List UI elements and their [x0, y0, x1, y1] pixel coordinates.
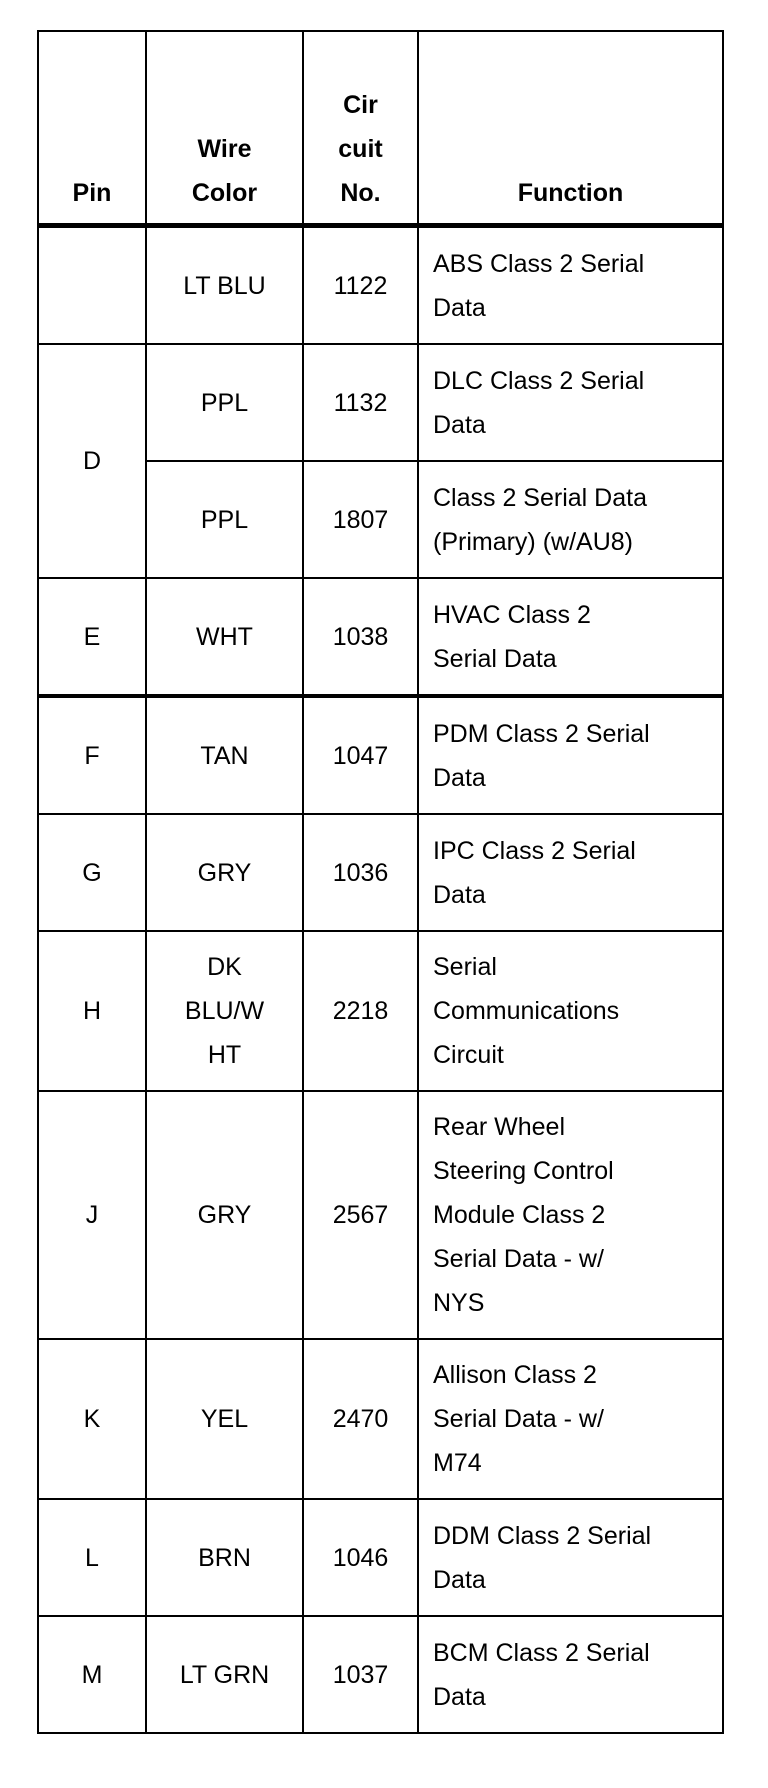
function-line: Module Class 2: [433, 1201, 606, 1229]
function-line: DLC Class 2 Serial: [433, 366, 645, 395]
function-line: Data: [433, 763, 486, 792]
wire-color-cell: [146, 696, 303, 814]
table-row: [38, 1499, 723, 1616]
table-row: [38, 931, 723, 1091]
function-line: Serial Data: [433, 644, 557, 673]
wire-color-line: GRY: [197, 1201, 252, 1229]
wire-color-line: YEL: [200, 1405, 249, 1433]
function-cell: [418, 1616, 723, 1733]
function-cell: [418, 931, 723, 1091]
header-circuit-no: [303, 31, 418, 226]
pin-cell: E: [38, 578, 146, 696]
circuit-cell: 1037: [303, 1616, 418, 1733]
function-line: Communications: [433, 997, 620, 1025]
circuit-cell: 2218: [303, 931, 418, 1091]
wire-color-line: PPL: [200, 505, 249, 534]
function-cell: [418, 814, 723, 931]
table-header: [38, 31, 723, 226]
pin-cell: M: [38, 1616, 146, 1733]
function-line: Allison Class 2: [433, 1361, 597, 1389]
wire-color-cell: [146, 226, 303, 345]
function-line: Data: [433, 1682, 486, 1711]
table-row: [38, 344, 723, 461]
table-row: [38, 1616, 723, 1733]
pin-assignment-table: [37, 30, 724, 1734]
circuit-cell: 1122: [303, 226, 418, 345]
function-line: PDM Class 2 Serial: [433, 719, 650, 748]
function-line: Class 2 Serial Data: [433, 483, 647, 512]
wire-color-cell: [146, 814, 303, 931]
wire-color-line: PPL: [200, 388, 249, 417]
wire-color-line: WHT: [196, 622, 253, 651]
pin-cell: G: [38, 814, 146, 931]
pin-cell: K: [38, 1339, 146, 1499]
wire-color-line: LT BLU: [183, 271, 266, 300]
function-line: Serial: [433, 953, 497, 981]
header-wire-line: Wire: [197, 135, 252, 163]
table-row: [38, 226, 723, 345]
wire-color-cell: [146, 1616, 303, 1733]
wire-color-line: DK: [207, 953, 242, 981]
wire-color-cell: [146, 931, 303, 1091]
wire-color-cell: [146, 578, 303, 696]
function-line: Serial Data - w/: [433, 1405, 604, 1433]
wire-color-line: BLU/W: [184, 997, 265, 1025]
header-wire-color: [146, 31, 303, 226]
function-line: HVAC Class 2: [433, 600, 591, 629]
header-circuit-line: No.: [340, 179, 381, 207]
function-line: Serial Data - w/: [433, 1245, 604, 1273]
function-line: M74: [433, 1449, 482, 1477]
header-row: [38, 31, 723, 226]
wire-color-cell: [146, 1091, 303, 1339]
function-line: ABS Class 2 Serial: [433, 249, 645, 278]
function-line: Data: [433, 880, 486, 909]
wire-color-cell: [146, 1499, 303, 1616]
circuit-cell: 1038: [303, 578, 418, 696]
pin-cell: D: [38, 344, 146, 578]
wire-color-line: TAN: [200, 741, 249, 770]
function-line: Data: [433, 293, 486, 322]
circuit-cell: 2470: [303, 1339, 418, 1499]
table-row: [38, 696, 723, 814]
function-cell: [418, 461, 723, 578]
table-body: [38, 226, 723, 1734]
wire-color-line: GRY: [197, 858, 252, 887]
wire-color-cell: [146, 344, 303, 461]
function-line: Data: [433, 410, 486, 439]
table-row: [38, 1339, 723, 1499]
pin-cell: [38, 226, 146, 345]
header-circuit-line: cuit: [338, 135, 383, 163]
wire-color-line: LT GRN: [179, 1660, 270, 1689]
function-line: (Primary) (w/AU8): [433, 527, 633, 556]
function-cell: [418, 1499, 723, 1616]
circuit-cell: 1046: [303, 1499, 418, 1616]
function-cell: [418, 696, 723, 814]
function-line: Steering Control: [433, 1157, 614, 1185]
circuit-cell: 1047: [303, 696, 418, 814]
function-line: IPC Class 2 Serial: [433, 836, 636, 865]
header-pin: [38, 31, 146, 226]
wire-color-cell: [146, 461, 303, 578]
function-line: Data: [433, 1565, 486, 1594]
function-cell: [418, 344, 723, 461]
function-cell: [418, 1339, 723, 1499]
pin-cell: F: [38, 696, 146, 814]
wire-color-cell: [146, 1339, 303, 1499]
circuit-cell: 1132: [303, 344, 418, 461]
header-wire-line: Color: [191, 179, 258, 207]
pin-cell: L: [38, 1499, 146, 1616]
circuit-cell: 1036: [303, 814, 418, 931]
pin-cell: J: [38, 1091, 146, 1339]
wire-color-line: BRN: [198, 1543, 251, 1572]
table-row: [38, 578, 723, 696]
header-function: [418, 31, 723, 226]
table-row: [38, 1091, 723, 1339]
header-circuit-line: Cir: [343, 91, 378, 119]
header-pin-line: Pin: [72, 179, 112, 207]
function-line: Circuit: [433, 1041, 504, 1069]
table-row: [38, 814, 723, 931]
circuit-cell: 1807: [303, 461, 418, 578]
function-cell: [418, 226, 723, 345]
function-line: DDM Class 2 Serial: [433, 1521, 652, 1550]
function-cell: [418, 578, 723, 696]
function-line: NYS: [433, 1289, 485, 1317]
header-function-line: Function: [517, 179, 624, 207]
circuit-cell: 2567: [303, 1091, 418, 1339]
function-line: BCM Class 2 Serial: [433, 1638, 650, 1667]
pin-cell: H: [38, 931, 146, 1091]
function-line: Rear Wheel: [433, 1113, 565, 1141]
function-cell: [418, 1091, 723, 1339]
wire-color-line: HT: [207, 1041, 242, 1069]
